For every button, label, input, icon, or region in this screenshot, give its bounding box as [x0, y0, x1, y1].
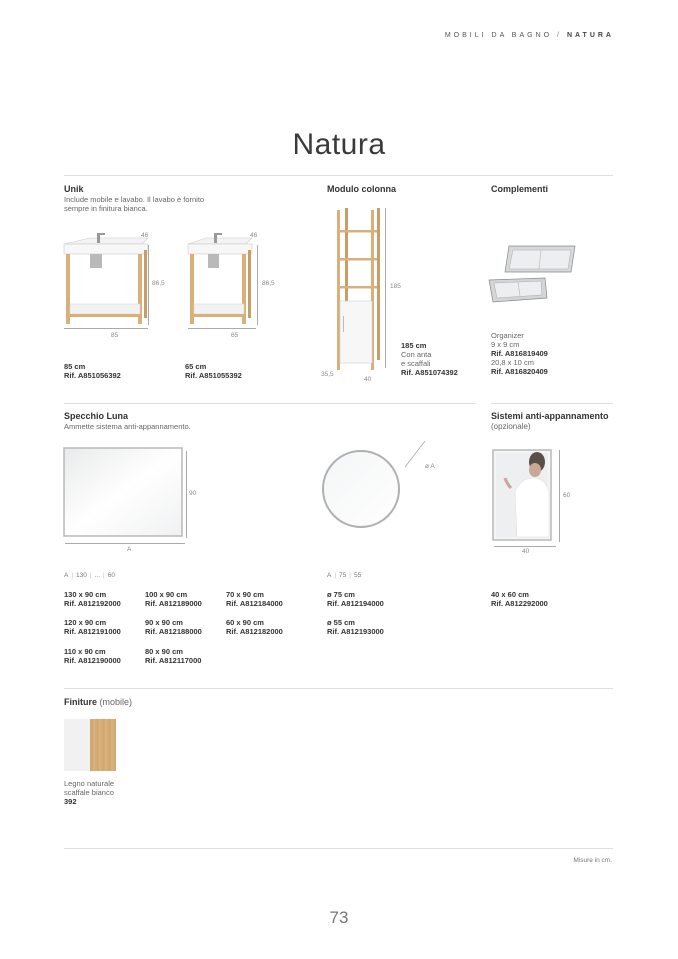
mirror-item: 110 x 90 cm Rif. A812190000: [64, 647, 121, 665]
unik-note-line2: sempre in finitura bianca.: [64, 204, 148, 213]
antifog-width: 40: [522, 548, 530, 555]
mirror-item: 90 x 90 cm Rif. A812188000: [145, 618, 202, 636]
complementi-label: [491, 331, 548, 376]
organizer-size-2: 20,8 x 10 cm: [491, 358, 534, 367]
antifog-drawing: [491, 448, 555, 544]
column-desc-line2: e scaffali: [401, 359, 431, 368]
organizer-drawing: [485, 238, 580, 310]
column-label: [401, 341, 458, 377]
divider: [64, 688, 613, 689]
round-mirror-legend: A | 75 | 55: [327, 572, 362, 579]
antifog-optional: (opzionale): [491, 422, 531, 431]
column-width: 40: [364, 376, 372, 383]
mirror-item: ø 55 cm Rif. A812193000: [327, 618, 384, 636]
organizer-ref-2: Rif. A816820409: [491, 367, 548, 376]
dimension-line: [385, 208, 386, 368]
rect-mirror-height: 90: [189, 490, 197, 497]
divider: [491, 403, 613, 404]
unik-85-ref: Rif. A851056392: [64, 371, 121, 380]
mirror-item: 120 x 90 cm Rif. A812191000: [64, 618, 121, 636]
antifog-ref: Rif. A812292000: [491, 599, 548, 608]
page-title: Natura: [292, 128, 386, 161]
page-number: 73: [329, 908, 349, 927]
organizer-name: Organizer: [491, 331, 524, 340]
dimension-line: [257, 245, 258, 325]
antifog-height: 60: [563, 492, 571, 499]
column-height: 185: [390, 283, 401, 290]
divider: [64, 175, 613, 176]
finiture-title-text: Finiture: [64, 697, 97, 707]
unik-65-size: 65 cm: [185, 362, 207, 371]
antifog-mirror-illustration: [491, 448, 555, 544]
finish-swatch-wood: [90, 719, 116, 771]
column-ref: Rif. A851074392: [401, 368, 458, 377]
column-illustration: [333, 206, 383, 374]
finish-code: 392: [64, 797, 77, 806]
unik-note: [64, 195, 204, 213]
dimension-line: [65, 543, 185, 544]
unik-65-depth: 46: [250, 232, 258, 239]
mirror-illustration: [62, 446, 186, 538]
column-drawing: [333, 206, 383, 374]
dimension-line: [494, 546, 556, 547]
column-desc-line1: Con anta: [401, 350, 432, 359]
measurement-note: Misure in cm.: [573, 857, 612, 864]
antifog-size: 40 x 60 cm: [491, 590, 529, 599]
round-mirror-drawing: [320, 448, 402, 530]
mirror-note: Ammette sistema anti-appannamento.: [64, 422, 191, 431]
vanity-illustration: [184, 230, 274, 342]
finish-line2: scaffale bianco: [64, 788, 114, 797]
organizer-illustration: [485, 238, 580, 310]
mirror-item: 70 x 90 cm Rif. A812184000: [226, 590, 283, 608]
antifog-title: Sistemi anti-appannamento: [491, 411, 609, 421]
unik-65-drawing: [184, 230, 274, 342]
mirror-item: 100 x 90 cm Rif. A812189000: [145, 590, 202, 608]
unik-85-label: [64, 362, 121, 380]
unik-85-size: 85 cm: [64, 362, 86, 371]
mirror-title: Specchio Luna: [64, 411, 129, 421]
unik-85-height: 86,5: [152, 280, 165, 287]
unik-65-ref: Rif. A851055392: [185, 371, 242, 380]
breadcrumb-separator: /: [557, 32, 562, 39]
finiture-subtitle: (mobile): [99, 697, 133, 707]
unik-85-width: 85: [111, 332, 119, 339]
antifog-label: [491, 590, 548, 608]
mirror-item: 80 x 90 cm Rif. A812117000: [145, 647, 202, 665]
mirror-item: 60 x 90 cm Rif. A812182000: [226, 618, 283, 636]
unik-65-width: 65: [231, 332, 239, 339]
round-mirror-diameter: ø A: [425, 463, 435, 470]
finish-swatch-white: [64, 719, 90, 771]
mirror-item: ø 75 cm Rif. A812194000: [327, 590, 384, 608]
breadcrumb-section: MOBILI DA BAGNO: [444, 32, 553, 39]
divider: [64, 848, 613, 849]
unik-title: Unik: [64, 184, 84, 194]
unik-65-label: [185, 362, 242, 380]
diameter-line: [404, 440, 426, 468]
complementi-title: Complementi: [491, 184, 549, 194]
column-title: Modulo colonna: [327, 184, 396, 194]
rect-mirror-legend: A | 130 | ... | 60: [64, 572, 115, 579]
organizer-size-1: 9 x 9 cm: [491, 340, 520, 349]
dimension-line: [186, 451, 187, 538]
dimension-line: [148, 245, 149, 325]
unik-note-line1: Include mobile e lavabo. Il lavabo è fornito: [64, 195, 205, 204]
breadcrumb: [445, 32, 614, 39]
rect-mirror-width: A: [127, 546, 132, 553]
dimension-line: [559, 450, 560, 542]
column-depth: 35,5: [321, 371, 334, 378]
finish-label: [64, 779, 114, 806]
round-mirror-illustration: [320, 448, 402, 530]
finiture-title: [64, 697, 132, 707]
finish-line1: Legno naturale: [64, 779, 115, 788]
dimension-line: [64, 328, 148, 329]
unik-85-depth: 46: [141, 232, 149, 239]
unik-65-height: 86,5: [262, 280, 275, 287]
rect-mirror-drawing: [62, 446, 186, 538]
organizer-ref-1: Rif. A816819409: [491, 349, 548, 358]
breadcrumb-collection: NATURA: [566, 32, 614, 39]
column-size: 185 cm: [401, 341, 427, 350]
mirror-item: 130 x 90 cm Rif. A812192000: [64, 590, 121, 608]
dimension-line: [188, 328, 256, 329]
divider: [64, 403, 476, 404]
